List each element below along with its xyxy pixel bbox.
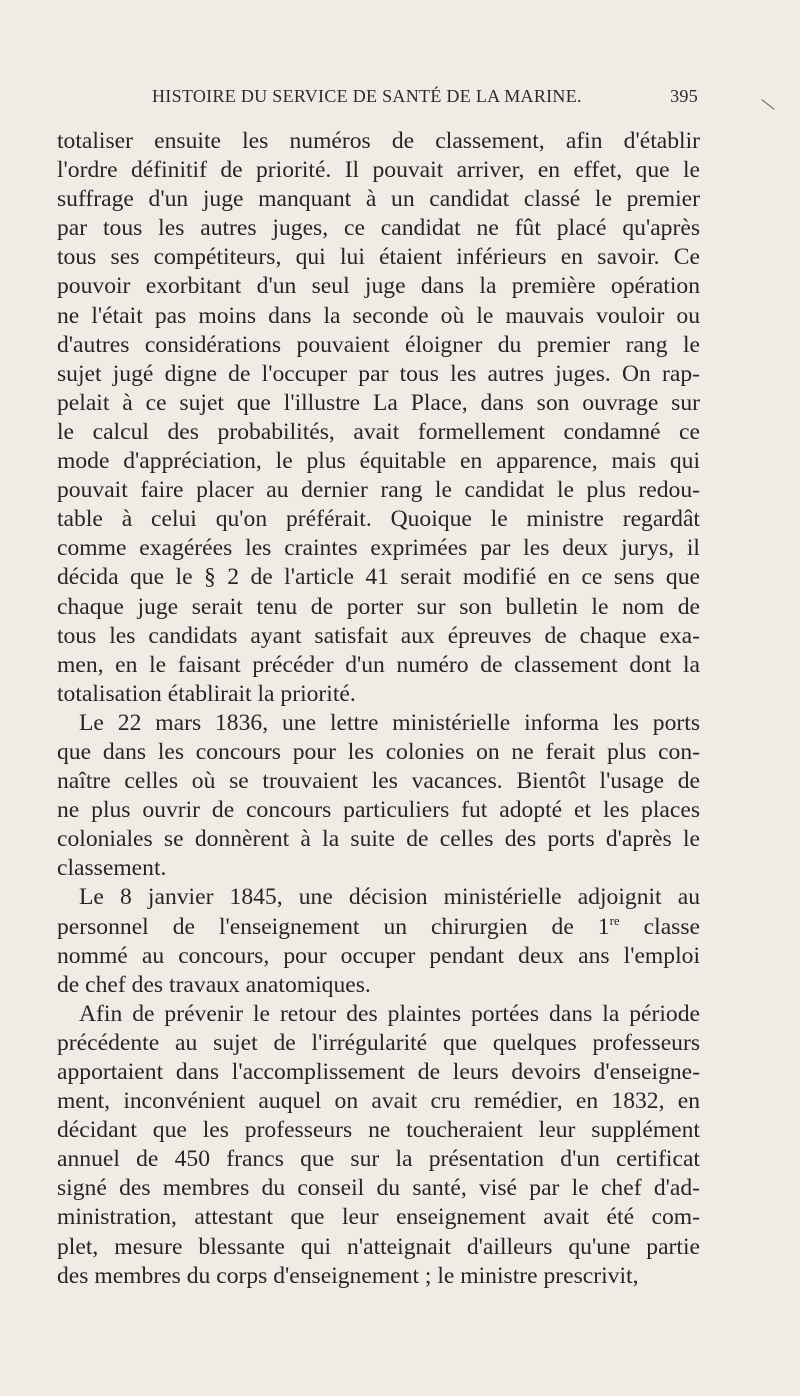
text-line: des membres du corps d'enseignement ; le ministre prescrivit,: [57, 1262, 639, 1289]
text-line: que dans les concours pour les colonies on ne ferait plus con-: [57, 738, 700, 765]
text-line: tous ses compétiteurs, qui lui étaient inférieurs en savoir. Ce: [57, 244, 700, 271]
text-line: chaque juge serait tenu de porter sur son bulletin le nom de: [57, 593, 700, 620]
text-line: ne plus ouvrir de concours particuliers fut adopté et les places: [57, 797, 700, 824]
paragraph: [57, 883, 700, 999]
text-line: tous les candidats ayant satisfait aux épreuves de chaque exa-: [57, 622, 700, 649]
text-line: Le 8 janvier 1845, une décision ministérielle adjoignit au: [79, 884, 700, 911]
paragraph: [57, 1000, 700, 1291]
text-line: Le 22 mars 1836, une lettre ministérielle informa les ports: [79, 709, 700, 736]
text-line: décida que le § 2 de l'article 41 serait modifié en ce sens que: [57, 564, 700, 591]
corner-mark: [761, 99, 774, 110]
text-line: annuel de 450 francs que sur la présentation d'un certificat: [57, 1146, 700, 1173]
running-head: [152, 86, 698, 107]
text-line: ne l'était pas moins dans la seconde où le mauvais vouloir ou: [57, 302, 700, 329]
text-line: nommé au concours, pour occuper pendant deux ans l'emploi: [57, 942, 700, 969]
text-line: le calcul des probabilités, avait formellement condamné ce: [57, 418, 700, 445]
text-line: table à celui qu'on préférait. Quoique le ministre regardât: [57, 506, 700, 533]
text-line: décidant que les professeurs ne toucheraient leur supplément: [57, 1117, 700, 1144]
text-line: précédente au sujet de l'irrégularité que quelques professeurs: [57, 1029, 700, 1056]
text-line: ment, inconvénient auquel on avait cru remédier, en 1832, en: [57, 1088, 700, 1115]
text-line: pouvoir exorbitant d'un seul juge dans la première opération: [57, 273, 700, 300]
text-line: pelait à ce sujet que l'illustre La Place, dans son ouvrage sur: [57, 389, 700, 416]
text-line: ministration, attestant que leur enseignement avait été com-: [57, 1204, 700, 1231]
text-line: l'ordre définitif de priorité. Il pouvait arriver, en effet, que le: [57, 157, 700, 184]
text-line: sujet jugé digne de l'occuper par tous les autres juges. On rap-: [57, 360, 700, 387]
text-line: comme exagérées les craintes exprimées par les deux jurys, il: [57, 535, 700, 562]
text-line: naître celles où se trouvaient les vacances. Bientôt l'usage de: [57, 768, 700, 795]
text-line: pouvait faire placer au dernier rang le candidat le plus redou-: [57, 477, 700, 504]
text-line: men, en le faisant précéder d'un numéro de classement dont la: [57, 651, 700, 678]
paragraph: [57, 709, 700, 884]
text-line: Afin de prévenir le retour des plaintes portées dans la période: [79, 1000, 700, 1027]
paragraph: [57, 127, 700, 709]
body-text: [57, 127, 700, 1291]
text-line: par tous les autres juges, ce candidat ne fût placé qu'après: [57, 215, 700, 242]
running-head-title: HISTOIRE DU SERVICE DE SANTÉ DE LA MARINE.: [152, 86, 582, 106]
text-line: plet, mesure blessante qui n'atteignait d'ailleurs qu'une partie: [57, 1233, 700, 1260]
text-line: d'autres considérations pouvaient éloigner du premier rang le: [57, 331, 700, 358]
text-line: coloniales se donnèrent à la suite de celles des ports d'après le: [57, 826, 700, 853]
text-line: totalisation établirait la priorité.: [57, 680, 356, 707]
text-line: signé des membres du conseil du santé, visé par le chef d'ad-: [57, 1175, 700, 1202]
text-line: apportaient dans l'accomplissement de leurs devoirs d'enseigne-: [57, 1059, 700, 1085]
text-line: suffrage d'un juge manquant à un candidat classé le premier: [57, 186, 700, 213]
text-line: classement.: [57, 855, 167, 882]
text-line: personnel de l'enseignement un chirurgien de 1re classe: [57, 912, 700, 940]
page-number: 395: [670, 86, 698, 106]
text-line: totaliser ensuite les numéros de classement, afin d'établir: [57, 128, 700, 154]
text-line: mode d'appréciation, le plus équitable en apparence, mais qui: [57, 448, 700, 475]
text-line: de chef des travaux anatomiques.: [57, 971, 371, 998]
